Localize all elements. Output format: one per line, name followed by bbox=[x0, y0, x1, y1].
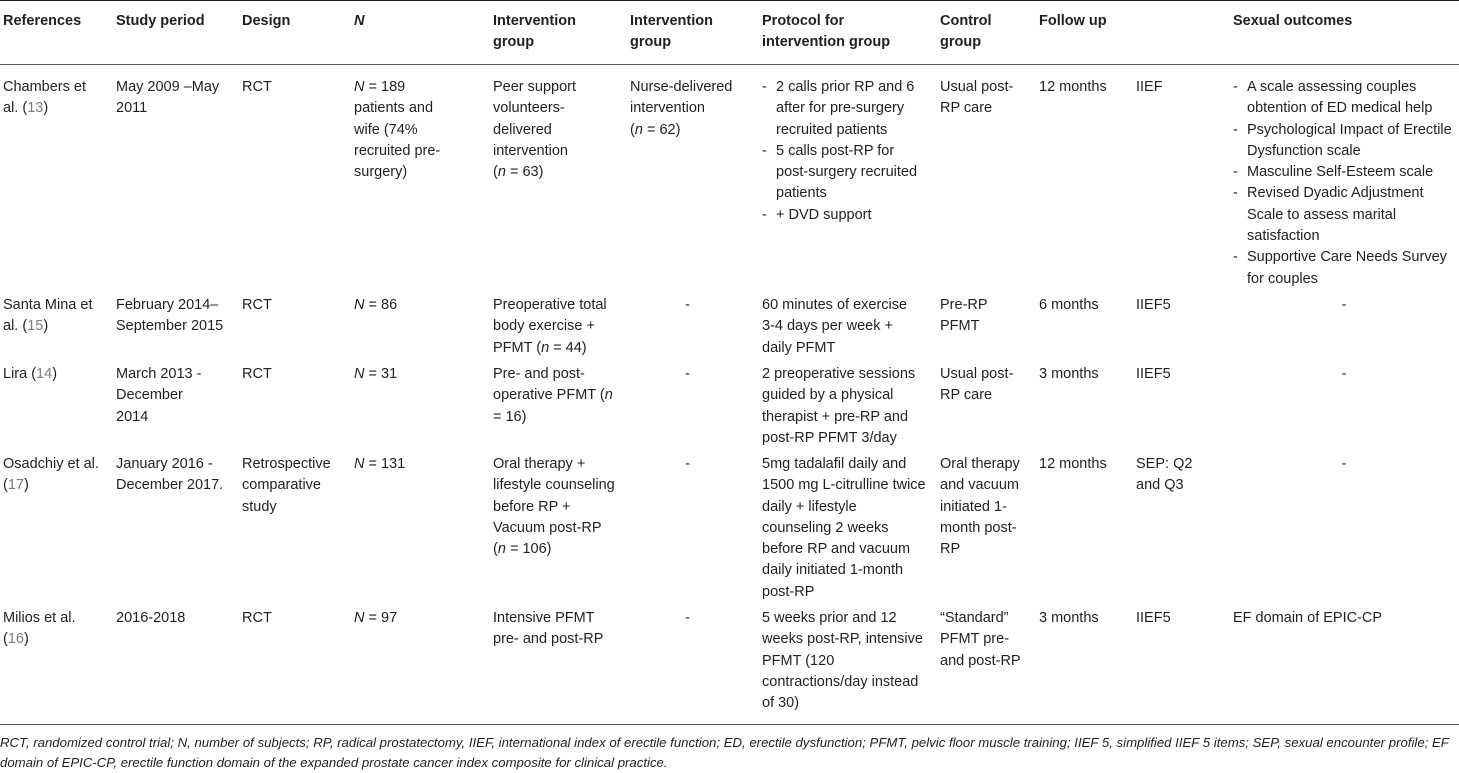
header-design: Design bbox=[242, 13, 291, 29]
header-sexual-outcomes: Sexual outcomes bbox=[1233, 13, 1353, 29]
header-protocol: Protocol for intervention group bbox=[762, 13, 891, 51]
row-protocol bbox=[762, 77, 927, 226]
citation-link[interactable]: 14 bbox=[36, 366, 53, 382]
row-intervention-1: Peer support volunteers-delivered intervention (n = 63) bbox=[493, 79, 577, 181]
citation-link[interactable]: 16 bbox=[7, 631, 24, 648]
row-design: Retrospective comparative study bbox=[242, 456, 331, 515]
row-n: N = 189 patients and wife (74% recruited pre-surgery) bbox=[354, 79, 441, 181]
outcome-item: - Revised Dyadic Adjustment Scale to assess marital satisfaction bbox=[1233, 183, 1455, 247]
protocol-item: - 2 calls prior RP and 6 after for pre-surgery recruited patients bbox=[762, 77, 927, 141]
row-n: N = 97 bbox=[354, 610, 398, 626]
row-n: N = 31 bbox=[354, 366, 398, 382]
row-design: RCT bbox=[242, 297, 272, 313]
row-control: Usual post-RP care bbox=[940, 366, 1014, 404]
outcome-item: - A scale assessing couples obtention of ED medical help bbox=[1233, 77, 1455, 120]
row-follow-up: 3 months bbox=[1039, 366, 1099, 382]
row-study-period: January 2016 - December 2017. bbox=[116, 456, 224, 494]
row-design: RCT bbox=[242, 366, 272, 382]
header-intervention-group-2: Intervention group bbox=[630, 13, 713, 51]
row-intervention-1: Intensive PFMT pre- and post-RP bbox=[493, 610, 604, 648]
row-protocol: 2 preoperative sessions guided by a physical therapist + pre-RP and post-RP PFMT 3/day bbox=[762, 366, 916, 446]
outcome-item: - Supportive Care Needs Survey for couples bbox=[1233, 247, 1455, 290]
citation-link[interactable]: 17 bbox=[7, 477, 24, 494]
row-measure: IIEF5 bbox=[1136, 366, 1171, 382]
row-reference: Osadchiy et al. (17) bbox=[3, 456, 99, 494]
row-design: RCT bbox=[242, 79, 272, 95]
table-footnote: RCT, randomized control trial; N, number of subjects; RP, radical prostatectomy, IIEF, international index of erectile function; ED, erectile dysfunction; PFMT, pelvic floor muscle training; IIEF 5, simplified IIEF 5 items; SEP, sexual encounter profile; EF domain of EPIC-CP, erectile function domain of the expanded prostate cancer index composite for clinical practice. bbox=[0, 735, 1449, 770]
row-reference: Chambers et al. (13) bbox=[3, 79, 87, 117]
row-intervention-1: Pre- and post-operative PFMT (n = 16) bbox=[493, 366, 613, 425]
table-bottom-rule bbox=[0, 724, 1459, 725]
row-intervention-2: - bbox=[685, 610, 690, 626]
header-intervention-group-1: Intervention group bbox=[493, 13, 576, 51]
row-control: Oral therapy and vacuum initiated 1-month post-RP bbox=[940, 456, 1020, 558]
row-protocol: 5mg tadalafil daily and 1500 mg L-citrulline twice daily + lifestyle counseling 2 weeks before RP and vacuum daily initiated 1-month post-RP bbox=[762, 456, 926, 600]
row-intervention-1: Preoperative total body exercise + PFMT (n = 44) bbox=[493, 297, 607, 356]
header-study-period: Study period bbox=[116, 13, 205, 29]
row-study-period: February 2014–September 2015 bbox=[116, 297, 224, 335]
table-top-rule bbox=[0, 0, 1459, 1]
row-reference: Lira (14) bbox=[3, 366, 58, 382]
row-follow-up: 12 months bbox=[1039, 79, 1107, 95]
protocol-item: - + DVD support bbox=[762, 205, 927, 226]
row-intervention-2: - bbox=[685, 366, 690, 382]
row-control: Pre-RP PFMT bbox=[940, 297, 988, 335]
row-study-period: 2016-2018 bbox=[116, 610, 186, 626]
outcome-item: - Psychological Impact of Erectile Dysfunction scale bbox=[1233, 120, 1455, 163]
row-protocol: 5 weeks prior and 12 weeks post-RP, intensive PFMT (120 contractions/day instead of 30) bbox=[762, 610, 923, 712]
row-measure: IIEF5 bbox=[1136, 610, 1171, 626]
row-design: RCT bbox=[242, 610, 272, 626]
row-intervention-2: - bbox=[685, 456, 690, 472]
row-intervention-1: Oral therapy + lifestyle counseling before RP + Vacuum post-RP (n = 106) bbox=[493, 456, 615, 558]
citation-link[interactable]: 13 bbox=[27, 100, 44, 117]
header-rule bbox=[0, 64, 1459, 65]
row-n: N = 86 bbox=[354, 297, 398, 313]
row-measure: IIEF5 bbox=[1136, 297, 1171, 313]
row-study-period: May 2009 –May 2011 bbox=[116, 79, 220, 117]
row-reference: Santa Mina et al. (15) bbox=[3, 297, 93, 335]
header-n: N bbox=[354, 13, 365, 29]
row-outcomes: EF domain of EPIC-CP bbox=[1233, 610, 1383, 626]
header-references: References bbox=[3, 13, 82, 29]
header-follow-up: Follow up bbox=[1039, 13, 1107, 29]
row-study-period: March 2013 -December 2014 bbox=[116, 366, 202, 425]
protocol-item: - 5 calls post-RP for post-surgery recruited patients bbox=[762, 141, 927, 205]
header-control-group: Control group bbox=[940, 13, 992, 51]
row-follow-up: 6 months bbox=[1039, 297, 1099, 313]
row-follow-up: 12 months bbox=[1039, 456, 1107, 472]
row-follow-up: 3 months bbox=[1039, 610, 1099, 626]
row-measure: SEP: Q2 and Q3 bbox=[1136, 456, 1193, 494]
row-control: Usual post-RP care bbox=[940, 79, 1014, 117]
row-protocol: 60 minutes of exercise 3-4 days per week + daily PFMT bbox=[762, 297, 908, 356]
row-n: N = 131 bbox=[354, 456, 406, 472]
row-outcomes: - bbox=[1341, 456, 1347, 472]
row-control: “Standard” PFMT pre- and post-RP bbox=[940, 610, 1021, 669]
row-intervention-2: - bbox=[685, 297, 690, 313]
row-reference: Milios et al. (16) bbox=[3, 610, 76, 648]
row-outcomes bbox=[1233, 77, 1455, 290]
row-measure: IIEF bbox=[1136, 79, 1163, 95]
outcome-item: - Masculine Self-Esteem scale bbox=[1233, 162, 1455, 183]
row-intervention-2: Nurse-delivered intervention (n = 62) bbox=[630, 79, 733, 138]
citation-link[interactable]: 15 bbox=[27, 318, 44, 335]
row-outcomes: - bbox=[1341, 297, 1347, 313]
row-outcomes: - bbox=[1341, 366, 1347, 382]
